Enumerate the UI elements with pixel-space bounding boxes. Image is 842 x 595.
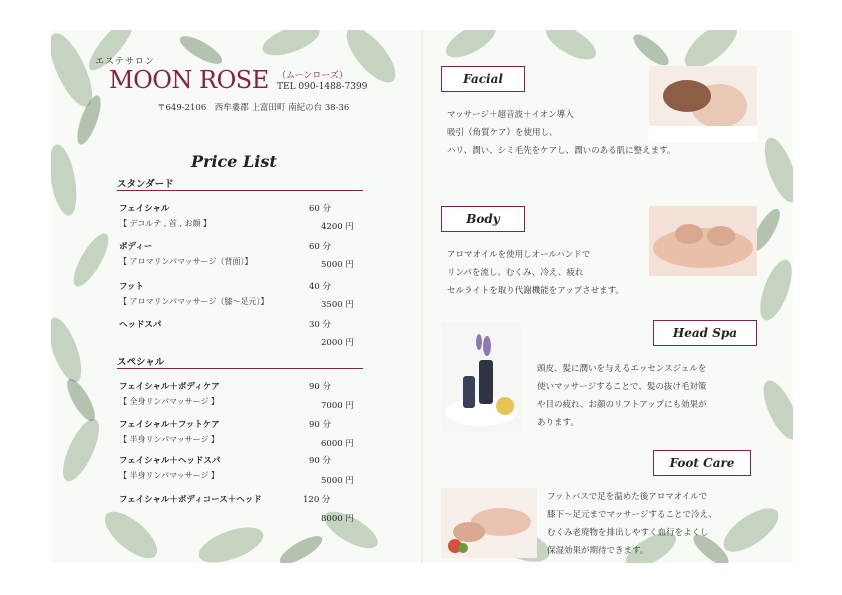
item-duration: 60 分 — [309, 242, 332, 252]
body-photo — [649, 206, 757, 276]
item-price: 5000 円 — [321, 260, 354, 270]
category-standard: スタンダード — [117, 179, 174, 190]
item-desc: 【 アロマリンパマッサージ（膝～足元）】 — [119, 297, 269, 306]
item-price: 3500 円 — [321, 300, 354, 310]
item-duration: 120 分 — [303, 495, 331, 505]
item-name: フェイシャル＋ボディケア — [119, 382, 220, 392]
section-label-facial: Facial — [441, 66, 525, 92]
headspa-photo — [441, 322, 521, 432]
item-name: フェイシャル＋ボディコース＋ヘッド — [119, 495, 262, 505]
brand-kana: （ムーンローズ） — [277, 71, 348, 81]
item-desc: 【 半身リンパマッサージ 】 — [119, 471, 220, 480]
item-duration: 40 分 — [309, 282, 332, 292]
category-divider — [117, 190, 363, 191]
item-price: 5000 円 — [321, 476, 354, 486]
item-price: 7000 円 — [321, 401, 354, 411]
price-list-title: Price List — [191, 152, 277, 171]
brand-subtitle: エステサロン — [95, 57, 155, 67]
item-desc: 【 半身リンパマッサージ 】 — [119, 435, 220, 444]
item-name: フェイシャル＋フットケア — [119, 420, 220, 430]
section-text-headspa: 頭皮、髪に潤いを与えるエッセンスジェルを 使いマッサージすることで、髪の抜け毛対策 や目の疲れ、お顔のリフトアップにも効果が あります。 — [537, 364, 707, 428]
price-page — [81, 46, 411, 546]
item-duration: 30 分 — [309, 320, 332, 330]
item-duration: 90 分 — [309, 456, 332, 466]
services-page — [437, 60, 787, 556]
category-special: スペシャル — [117, 357, 165, 368]
item-desc: 【 全身リンパマッサージ 】 — [119, 397, 220, 406]
section-text-footcare: フットバスで足を温めた後アロマオイルで 膝下～足元までマッサージすることで冷え、 むくみ老廃物を排出しやすく血行をよくし 保湿効果が期待できます。 — [547, 492, 718, 556]
section-text-body: アロマオイルを使用しオールハンドで リンパを流し、むくみ、冷え、疲れ セルライトを取り代謝機能をアップさせます。 — [447, 250, 624, 296]
item-name: フット — [119, 282, 144, 292]
item-name: フェイシャル — [119, 204, 170, 214]
section-label-body: Body — [441, 206, 525, 232]
category-divider — [117, 368, 363, 369]
item-price: 2000 円 — [321, 338, 354, 348]
item-duration: 90 分 — [309, 420, 332, 430]
item-desc: 【 アロマリンパマッサージ（背面）】 — [119, 257, 253, 266]
item-name: フェイシャル＋ヘッドスパ — [119, 456, 221, 466]
menu-sheet — [51, 30, 793, 563]
facial-photo — [649, 66, 757, 142]
item-name: ヘッドスパ — [119, 320, 162, 330]
item-duration: 90 分 — [309, 382, 332, 392]
brand-name: MOON ROSE — [109, 66, 269, 94]
section-label-footcare: Foot Care — [653, 450, 751, 476]
item-duration: 60 分 — [309, 204, 332, 214]
item-price: 8000 円 — [321, 514, 354, 524]
item-name: ボディー — [119, 242, 153, 252]
item-price: 4200 円 — [321, 222, 354, 232]
item-price: 6000 円 — [321, 439, 354, 449]
brand-tel: TEL 090-1488-7399 — [277, 82, 368, 92]
footcare-photo — [441, 488, 537, 558]
section-text-facial: マッサージ＋超音波＋イオン導入 吸引（角質ケア）を使用し、 ハリ、潤い、シミ毛先をケアし、潤いのある肌に整えます。 — [447, 110, 676, 156]
section-label-headspa: Head Spa — [653, 320, 757, 346]
brand-address: 〒649-2106 西牟婁郡 上富田町 南紀の台 38-36 — [157, 103, 350, 113]
item-desc: 【 デコルテ , 首 , お顔 】 — [119, 219, 212, 228]
